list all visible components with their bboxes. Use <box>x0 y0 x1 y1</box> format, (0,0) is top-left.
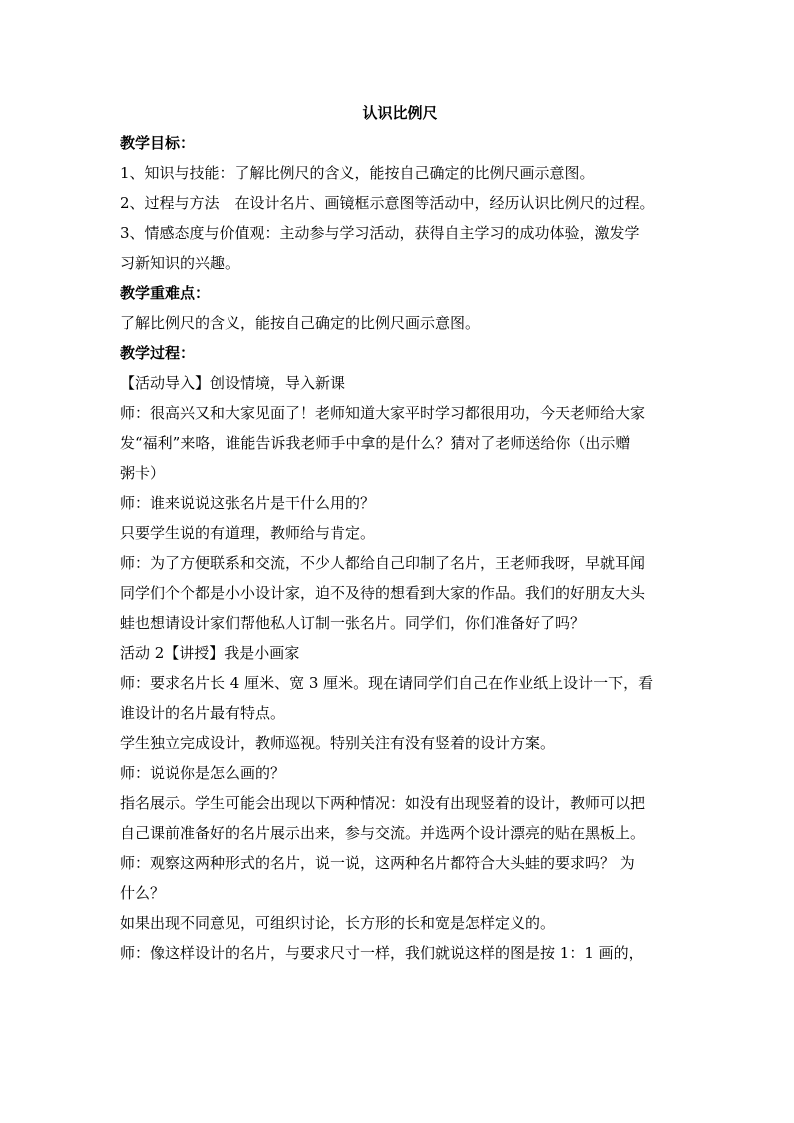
section-heading: 教学重难点： <box>120 284 211 302</box>
document-lines <box>120 128 680 968</box>
text-line: 师：说说你是怎么画的？ <box>120 764 286 782</box>
text-line: 师：为了方便联系和交流，不少人都给自己印制了名片，王老师我呀，早就耳闻 <box>120 554 646 572</box>
text-line: 同学们个个都是小小设计家，迫不及待的想看到大家的作品。我们的好朋友大头 <box>120 584 646 602</box>
text-line: 3、情感态度与价值观：主动参与学习活动，获得自主学习的成功体验，激发学 <box>120 224 640 242</box>
document-body <box>120 98 680 968</box>
text-line: 粥卡） <box>120 464 166 482</box>
text-line: 自己课前准备好的名片展示出来，参与交流。并选两个设计漂亮的贴在黑板上。 <box>120 824 646 842</box>
text-line: 2、过程与方法 在设计名片、画镜框示意图等活动中，经历认识比例尺的过程。 <box>120 194 655 212</box>
text-line: 什么？ <box>120 884 166 902</box>
text-line: 活动 2【讲授】我是小画家 <box>120 644 300 662</box>
text-line: 1、知识与技能：了解比例尺的含义，能按自己确定的比例尺画示意图。 <box>120 164 595 182</box>
section-heading: 教学过程： <box>120 344 196 362</box>
text-line: 蛙也想请设计家们帮他私人订制一张名片。同学们，你们准备好了吗？ <box>120 614 586 632</box>
text-line: 如果出现不同意见，可组织讨论，长方形的长和宽是怎样定义的。 <box>120 914 556 932</box>
section-heading: 教学目标： <box>120 134 196 152</box>
text-line: 指名展示。学生可能会出现以下两种情况：如没有出现竖着的设计，教师可以把 <box>120 794 646 812</box>
text-line: 师：观察这两种形式的名片，说一说，这两种名片都符合大头蛙的要求吗？ 为 <box>120 854 635 872</box>
text-line: 只要学生说的有道理，教师给与肯定。 <box>120 524 376 542</box>
text-line: 谁设计的名片最有特点。 <box>120 704 286 722</box>
text-line: 【活动导入】创设情境，导入新课 <box>120 374 346 392</box>
text-line: 习新知识的兴趣。 <box>120 254 241 272</box>
text-line: 师：像这样设计的名片，与要求尺寸一样，我们就说这样的图是按 1：1 画的， <box>120 944 644 962</box>
document-title: 认识比例尺 <box>362 104 438 122</box>
text-line: 学生独立完成设计，教师巡视。特别关注有没有竖着的设计方案。 <box>120 734 556 752</box>
text-line: 发“福利”来咯，谁能告诉我老师手中拿的是什么？猜对了老师送给你（出示赠 <box>120 434 631 452</box>
text-line: 师：谁来说说这张名片是干什么用的？ <box>120 494 376 512</box>
text-line: 了解比例尺的含义，能按自己确定的比例尺画示意图。 <box>120 314 481 332</box>
text-line: 师：要求名片长 4 厘米、宽 3 厘米。现在请同学们自己在作业纸上设计一下，看 <box>120 674 654 692</box>
text-line: 师：很高兴又和大家见面了！老师知道大家平时学习都很用功，今天老师给大家 <box>120 404 646 422</box>
